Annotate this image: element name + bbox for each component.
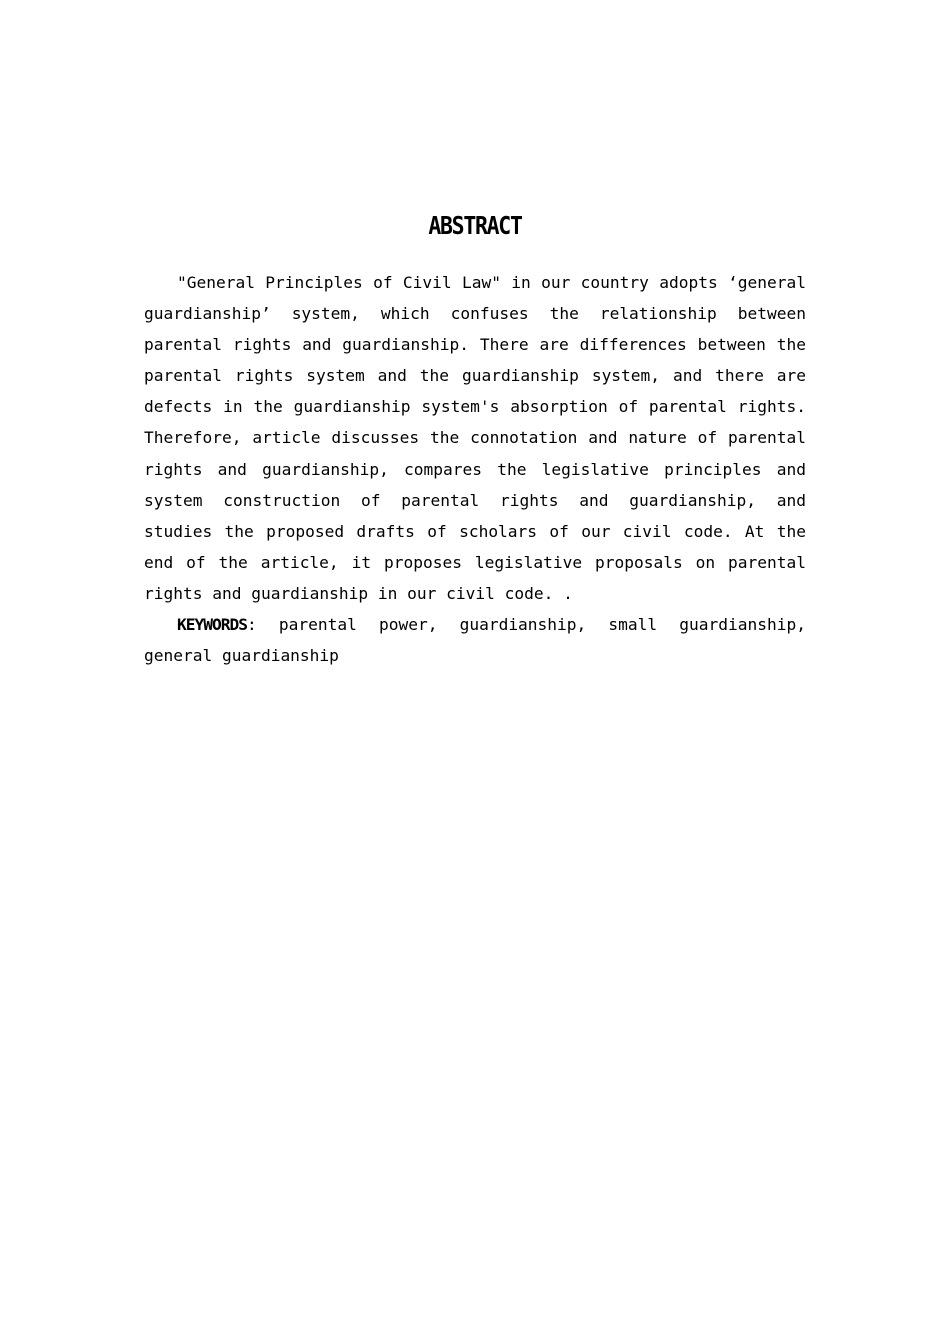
keywords-list: parental power, guardianship, small guardianship, general guardianship xyxy=(144,615,806,666)
abstract-paragraph: "General Principles of Civil Law" in our country adopts ‘general guardianship’ system, which confuses the relationship between parental rights and guardianship. There are differences between the parental rights system and the guardianship system, and there are defects in the guardianship system's absorption of parental rights. Therefore, article discusses the connotation and nature of parental rights and guardianship, compares the legislative principles and system construction of parental rights and guardianship, and studies the proposed drafts of scholars of our civil code. At the end of the article, it proposes legislative proposals on parental rights and guardianship in our civil code. . xyxy=(144,273,806,603)
keywords-label: KEYWORDS xyxy=(177,615,247,635)
abstract-body xyxy=(144,267,806,671)
abstract-title: ABSTRACT xyxy=(428,211,522,240)
keywords-paragraph xyxy=(144,609,806,671)
keywords-separator: : xyxy=(246,615,279,635)
